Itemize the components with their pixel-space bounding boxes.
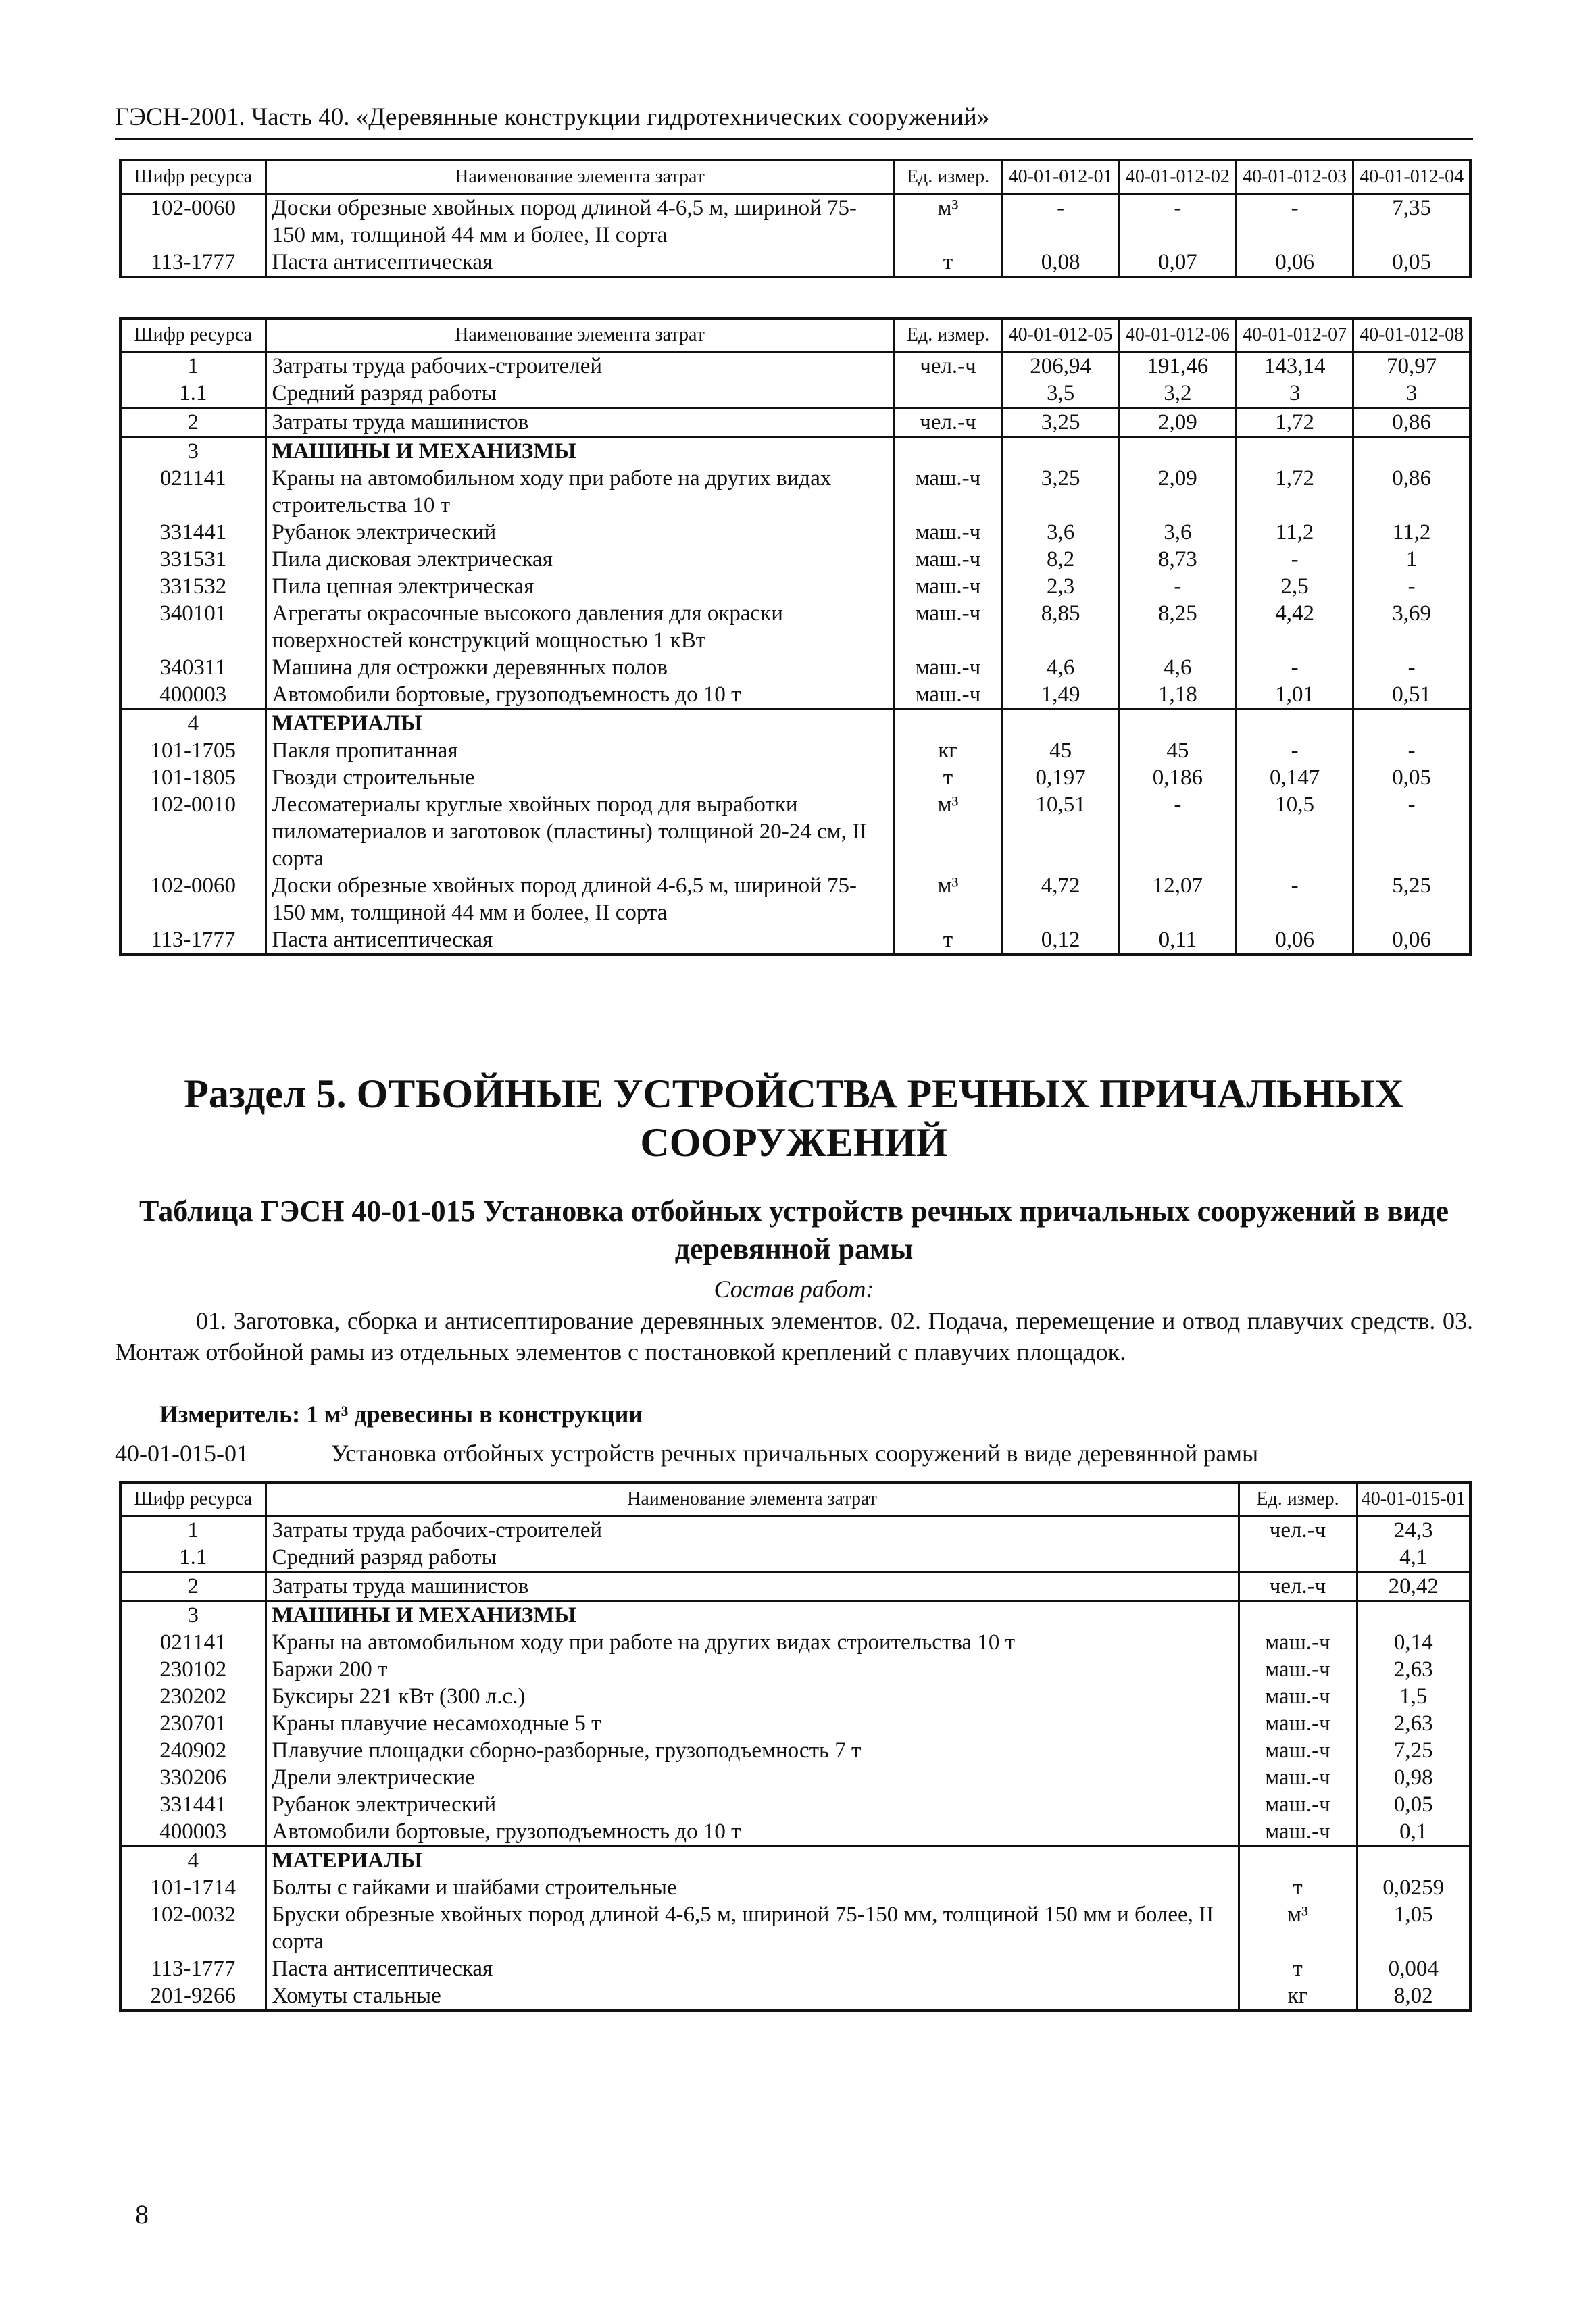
unit-cell: т <box>1239 1955 1357 1982</box>
unit-cell: маш.-ч <box>894 465 1002 519</box>
measure-unit: Измеритель: 1 м³ древесины в конструкции <box>159 1401 643 1428</box>
rate-description: Установка отбойных устройств речных причальных сооружений в виде деревянной рамы <box>331 1440 1259 1467</box>
resource-name-cell: Паста антисептическая <box>266 1955 1239 1982</box>
resource-name-cell: Бруски обрезные хвойных пород длиной 4-6,5 м, шириной 75-150 мм, толщиной 150 мм и более, II сорта <box>266 1901 1239 1955</box>
table-row <box>120 249 1470 277</box>
unit-cell: маш.-ч <box>894 654 1002 681</box>
table-row <box>120 437 1470 466</box>
table-row <box>120 1656 1470 1683</box>
unit-cell <box>894 437 1002 466</box>
unit-cell: т <box>894 926 1002 955</box>
resource-name-cell: Паста антисептическая <box>266 249 894 277</box>
resource-name-cell: Пила дисковая электрическая <box>266 546 894 573</box>
resource-name-cell: Агрегаты окрасочные высокого давления для окраски поверхностей конструкций мощностью 1 кВт <box>266 600 894 654</box>
value-cell: 1,49 <box>1002 681 1119 709</box>
resource-name-cell: Краны на автомобильном ходу при работе на других видах строительства 10 т <box>266 465 894 519</box>
table-row <box>120 1601 1470 1630</box>
unit-cell: маш.-ч <box>1239 1818 1357 1846</box>
col-header-name: Наименование элемента затрат <box>266 160 894 194</box>
resource-code-cell: 021141 <box>120 1629 266 1656</box>
table-row <box>120 654 1470 681</box>
value-cell: 45 <box>1119 737 1236 764</box>
value-cell: 2,09 <box>1119 465 1236 519</box>
unit-cell: маш.-ч <box>894 519 1002 546</box>
resource-name-cell: МАШИНЫ И МЕХАНИЗМЫ <box>266 1601 1239 1630</box>
unit-cell <box>894 380 1002 408</box>
resource-name-cell: Баржи 200 т <box>266 1656 1239 1683</box>
value-cell: 1,18 <box>1119 681 1236 709</box>
value-cell: 20,42 <box>1357 1572 1470 1601</box>
value-cell: 0,004 <box>1357 1955 1470 1982</box>
value-cell: 2,5 <box>1237 573 1353 600</box>
value-cell: 143,14 <box>1237 352 1353 380</box>
value-cell <box>1353 709 1470 738</box>
table-row <box>120 408 1470 437</box>
resource-code-cell: 113-1777 <box>120 1955 266 1982</box>
col-header-rate: 40-01-012-05 <box>1002 318 1119 352</box>
resource-code-cell: 4 <box>120 1846 266 1875</box>
resource-code-cell: 331441 <box>120 519 266 546</box>
value-cell: 0,0259 <box>1357 1874 1470 1901</box>
value-cell <box>1119 709 1236 738</box>
page-number: 8 <box>135 2199 149 2230</box>
table-row <box>120 352 1470 380</box>
value-cell: 0,06 <box>1353 926 1470 955</box>
resource-code-cell: 2 <box>120 408 266 437</box>
value-cell: 0,11 <box>1119 926 1236 955</box>
value-cell: 5,25 <box>1353 872 1470 926</box>
value-cell: 4,1 <box>1357 1544 1470 1572</box>
value-cell: 191,46 <box>1119 352 1236 380</box>
value-cell: 0,98 <box>1357 1764 1470 1791</box>
value-cell: - <box>1353 573 1470 600</box>
value-cell: 7,35 <box>1353 194 1470 249</box>
running-header: ГЭСН-2001. Часть 40. «Деревянные конструкции гидротехнических сооружений» <box>115 101 1473 140</box>
col-header-rate: 40-01-012-06 <box>1119 318 1236 352</box>
value-cell: 0,05 <box>1353 249 1470 277</box>
table-row <box>120 1683 1470 1710</box>
resource-code-cell: 1.1 <box>120 380 266 408</box>
unit-cell: чел.-ч <box>894 352 1002 380</box>
value-cell: 1,01 <box>1237 681 1353 709</box>
value-cell: 3,6 <box>1002 519 1119 546</box>
value-cell: - <box>1353 737 1470 764</box>
value-cell: 0,05 <box>1353 764 1470 791</box>
resource-table-012-05-08 <box>119 317 1472 956</box>
col-header-rate: 40-01-015-01 <box>1357 1482 1470 1516</box>
col-header-rate: 40-01-012-07 <box>1237 318 1353 352</box>
resource-code-cell: 331441 <box>120 1791 266 1818</box>
resource-name-cell: Хомуты стальные <box>266 1982 1239 2011</box>
unit-cell: маш.-ч <box>894 546 1002 573</box>
value-cell: 2,63 <box>1357 1656 1470 1683</box>
unit-cell: кг <box>894 737 1002 764</box>
value-cell: 0,51 <box>1353 681 1470 709</box>
unit-cell: маш.-ч <box>1239 1764 1357 1791</box>
resource-code-cell: 102-0032 <box>120 1901 266 1955</box>
resource-table-015-01 <box>119 1481 1472 2012</box>
value-cell: - <box>1119 194 1236 249</box>
table-row <box>120 194 1470 249</box>
resource-code-cell: 113-1777 <box>120 249 266 277</box>
unit-cell: маш.-ч <box>894 681 1002 709</box>
value-cell: 1,05 <box>1357 1901 1470 1955</box>
col-header-unit: Ед. измер. <box>894 160 1002 194</box>
resource-name-cell: Болты с гайками и шайбами строительные <box>266 1874 1239 1901</box>
resource-name-cell: Доски обрезные хвойных пород длиной 4-6,5 м, шириной 75-150 мм, толщиной 44 мм и более, II сорта <box>266 194 894 249</box>
value-cell: 0,14 <box>1357 1629 1470 1656</box>
table-row <box>120 380 1470 408</box>
value-cell <box>1353 437 1470 466</box>
unit-cell: маш.-ч <box>894 600 1002 654</box>
rate-code: 40-01-015-01 <box>115 1440 249 1467</box>
table-row <box>120 1629 1470 1656</box>
col-header-rate: 40-01-012-02 <box>1119 160 1236 194</box>
table-row <box>120 681 1470 709</box>
value-cell: 3,5 <box>1002 380 1119 408</box>
resource-code-cell: 3 <box>120 437 266 466</box>
value-cell: 3,25 <box>1002 465 1119 519</box>
value-cell: 10,51 <box>1002 791 1119 872</box>
value-cell <box>1357 1846 1470 1875</box>
unit-cell: чел.-ч <box>894 408 1002 437</box>
resource-name-cell: МАШИНЫ И МЕХАНИЗМЫ <box>266 437 894 466</box>
value-cell: 206,94 <box>1002 352 1119 380</box>
value-cell: 4,42 <box>1237 600 1353 654</box>
resource-code-cell: 201-9266 <box>120 1982 266 2011</box>
value-cell: 2,09 <box>1119 408 1236 437</box>
resource-name-cell: МАТЕРИАЛЫ <box>266 1846 1239 1875</box>
value-cell <box>1357 1601 1470 1630</box>
col-header-rate: 40-01-012-01 <box>1002 160 1119 194</box>
unit-cell: маш.-ч <box>1239 1629 1357 1656</box>
value-cell: - <box>1237 737 1353 764</box>
table-row <box>120 1982 1470 2011</box>
value-cell <box>1237 437 1353 466</box>
col-header-code: Шифр ресурса <box>120 160 266 194</box>
table-row <box>120 1846 1470 1875</box>
unit-cell: маш.-ч <box>894 573 1002 600</box>
col-header-unit: Ед. измер. <box>1239 1482 1357 1516</box>
resource-code-cell: 330206 <box>120 1764 266 1791</box>
value-cell: 2,3 <box>1002 573 1119 600</box>
rate-line <box>115 1438 1473 1469</box>
resource-name-cell: Дрели электрические <box>266 1764 1239 1791</box>
resource-name-cell: Средний разряд работы <box>266 1544 1239 1572</box>
resource-name-cell: Автомобили бортовые, грузоподъемность до 10 т <box>266 1818 1239 1846</box>
unit-cell: маш.-ч <box>1239 1656 1357 1683</box>
resource-name-cell: Затраты труда машинистов <box>266 1572 1239 1601</box>
value-cell: 0,1 <box>1357 1818 1470 1846</box>
value-cell: - <box>1237 546 1353 573</box>
resource-code-cell: 113-1777 <box>120 926 266 955</box>
value-cell: - <box>1119 573 1236 600</box>
resource-code-cell: 230102 <box>120 1656 266 1683</box>
table-title: Таблица ГЭСН 40-01-015 Установка отбойных устройств речных причальных сооружений в виде деревянной рамы <box>139 1194 1449 1265</box>
col-header-code: Шифр ресурса <box>120 1482 266 1516</box>
table-row <box>120 926 1470 955</box>
value-cell: 12,07 <box>1119 872 1236 926</box>
table-row <box>120 1737 1470 1764</box>
resource-code-cell: 101-1805 <box>120 764 266 791</box>
value-cell: 4,6 <box>1002 654 1119 681</box>
resource-name-cell: Затраты труда рабочих-строителей <box>266 1516 1239 1544</box>
resource-name-cell: Доски обрезные хвойных пород длиной 4-6,5 м, шириной 75-150 мм, толщиной 44 мм и более, II сорта <box>266 872 894 926</box>
value-cell: 3 <box>1237 380 1353 408</box>
resource-name-cell: Краны плавучие несамоходные 5 т <box>266 1710 1239 1737</box>
value-cell: 10,5 <box>1237 791 1353 872</box>
resource-code-cell: 400003 <box>120 681 266 709</box>
value-cell: 8,73 <box>1119 546 1236 573</box>
table-row <box>120 764 1470 791</box>
unit-cell: м³ <box>894 791 1002 872</box>
work-composition-label: Состав работ: <box>714 1276 874 1303</box>
resource-code-cell: 230202 <box>120 1683 266 1710</box>
value-cell: 0,06 <box>1237 249 1353 277</box>
unit-cell: чел.-ч <box>1239 1572 1357 1601</box>
resource-name-cell: Затраты труда машинистов <box>266 408 894 437</box>
value-cell: - <box>1237 194 1353 249</box>
resource-code-cell: 331531 <box>120 546 266 573</box>
resource-name-cell: Машина для острожки деревянных полов <box>266 654 894 681</box>
resource-name-cell: Автомобили бортовые, грузоподъемность до 10 т <box>266 681 894 709</box>
unit-cell: м³ <box>894 194 1002 249</box>
table-row <box>120 1764 1470 1791</box>
resource-table-012-01-04 <box>119 159 1472 278</box>
unit-cell: м³ <box>1239 1901 1357 1955</box>
value-cell: - <box>1353 654 1470 681</box>
col-header-rate: 40-01-012-03 <box>1237 160 1353 194</box>
resource-code-cell: 3 <box>120 1601 266 1630</box>
unit-cell <box>1239 1544 1357 1572</box>
value-cell: 1,5 <box>1357 1683 1470 1710</box>
value-cell: 8,85 <box>1002 600 1119 654</box>
unit-cell: т <box>894 764 1002 791</box>
col-header-code: Шифр ресурса <box>120 318 266 352</box>
value-cell: 3 <box>1353 380 1470 408</box>
value-cell: 11,2 <box>1237 519 1353 546</box>
value-cell: 0,86 <box>1353 465 1470 519</box>
value-cell: 0,07 <box>1119 249 1236 277</box>
unit-cell: чел.-ч <box>1239 1516 1357 1544</box>
resource-name-cell: Гвозди строительные <box>266 764 894 791</box>
table-row <box>120 1572 1470 1601</box>
value-cell: - <box>1237 654 1353 681</box>
value-cell: - <box>1119 791 1236 872</box>
unit-cell: т <box>1239 1874 1357 1901</box>
unit-cell: кг <box>1239 1982 1357 2011</box>
col-header-rate: 40-01-012-08 <box>1353 318 1470 352</box>
value-cell <box>1237 709 1353 738</box>
resource-code-cell: 101-1705 <box>120 737 266 764</box>
resource-name-cell: Затраты труда рабочих-строителей <box>266 352 894 380</box>
resource-code-cell: 102-0060 <box>120 194 266 249</box>
value-cell: 0,12 <box>1002 926 1119 955</box>
resource-name-cell: Краны на автомобильном ходу при работе на других видах строительства 10 т <box>266 1629 1239 1656</box>
value-cell: 1,72 <box>1237 408 1353 437</box>
resource-name-cell: Пакля пропитанная <box>266 737 894 764</box>
resource-name-cell: Паста антисептическая <box>266 926 894 955</box>
unit-cell: маш.-ч <box>1239 1737 1357 1764</box>
table-row <box>120 791 1470 872</box>
value-cell: 1 <box>1353 546 1470 573</box>
unit-cell: маш.-ч <box>1239 1710 1357 1737</box>
value-cell: 3,25 <box>1002 408 1119 437</box>
table-row <box>120 465 1470 519</box>
table-row <box>120 600 1470 654</box>
value-cell: 0,05 <box>1357 1791 1470 1818</box>
value-cell: 2,63 <box>1357 1710 1470 1737</box>
value-cell: 0,186 <box>1119 764 1236 791</box>
table-row <box>120 709 1470 738</box>
table-row <box>120 1516 1470 1544</box>
resource-code-cell: 400003 <box>120 1818 266 1846</box>
resource-code-cell: 230701 <box>120 1710 266 1737</box>
value-cell: 3,6 <box>1119 519 1236 546</box>
table-row <box>120 573 1470 600</box>
resource-code-cell: 101-1714 <box>120 1874 266 1901</box>
value-cell: 3,69 <box>1353 600 1470 654</box>
col-header-rate: 40-01-012-04 <box>1353 160 1470 194</box>
value-cell: 0,08 <box>1002 249 1119 277</box>
resource-code-cell: 1.1 <box>120 1544 266 1572</box>
resource-name-cell: Средний разряд работы <box>266 380 894 408</box>
value-cell: 0,147 <box>1237 764 1353 791</box>
resource-code-cell: 2 <box>120 1572 266 1601</box>
resource-name-cell: Рубанок электрический <box>266 519 894 546</box>
value-cell: 8,2 <box>1002 546 1119 573</box>
resource-code-cell: 240902 <box>120 1737 266 1764</box>
value-cell: - <box>1237 872 1353 926</box>
resource-name-cell: Лесоматериалы круглые хвойных пород для выработки пиломатериалов и заготовок (пластины) толщиной 20-24 см, II сорта <box>266 791 894 872</box>
unit-cell: т <box>894 249 1002 277</box>
value-cell: 4,72 <box>1002 872 1119 926</box>
value-cell: 0,86 <box>1353 408 1470 437</box>
resource-code-cell: 102-0060 <box>120 872 266 926</box>
resource-code-cell: 340101 <box>120 600 266 654</box>
table-row <box>120 546 1470 573</box>
table-row <box>120 1544 1470 1572</box>
col-header-name: Наименование элемента затрат <box>266 318 894 352</box>
section-title: Раздел 5. ОТБОЙНЫЕ УСТРОЙСТВА РЕЧНЫХ ПРИЧАЛЬНЫХ СООРУЖЕНИЙ <box>184 1072 1404 1165</box>
value-cell: 45 <box>1002 737 1119 764</box>
value-cell: - <box>1353 791 1470 872</box>
resource-code-cell: 021141 <box>120 465 266 519</box>
resource-name-cell: Пила цепная электрическая <box>266 573 894 600</box>
value-cell: 7,25 <box>1357 1737 1470 1764</box>
value-cell: 8,02 <box>1357 1982 1470 2011</box>
value-cell: 70,97 <box>1353 352 1470 380</box>
table-row <box>120 1818 1470 1846</box>
value-cell: 0,06 <box>1237 926 1353 955</box>
col-header-unit: Ед. измер. <box>894 318 1002 352</box>
table-row <box>120 737 1470 764</box>
value-cell <box>1002 437 1119 466</box>
value-cell: 8,25 <box>1119 600 1236 654</box>
table-row <box>120 872 1470 926</box>
value-cell: 0,197 <box>1002 764 1119 791</box>
unit-cell: маш.-ч <box>1239 1683 1357 1710</box>
table-row <box>120 1710 1470 1737</box>
value-cell: 11,2 <box>1353 519 1470 546</box>
unit-cell <box>1239 1846 1357 1875</box>
resource-code-cell: 1 <box>120 1516 266 1544</box>
unit-cell <box>894 709 1002 738</box>
table-row <box>120 1874 1470 1901</box>
table-row <box>120 519 1470 546</box>
unit-cell: маш.-ч <box>1239 1791 1357 1818</box>
resource-code-cell: 331532 <box>120 573 266 600</box>
table-row <box>120 1791 1470 1818</box>
col-header-name: Наименование элемента затрат <box>266 1482 1239 1516</box>
resource-code-cell: 102-0010 <box>120 791 266 872</box>
resource-code-cell: 340311 <box>120 654 266 681</box>
unit-cell <box>1239 1601 1357 1630</box>
value-cell <box>1002 709 1119 738</box>
resource-name-cell: Рубанок электрический <box>266 1791 1239 1818</box>
value-cell <box>1119 437 1236 466</box>
resource-code-cell: 4 <box>120 709 266 738</box>
resource-name-cell: Буксиры 221 кВт (300 л.с.) <box>266 1683 1239 1710</box>
table-row <box>120 1955 1470 1982</box>
unit-cell: м³ <box>894 872 1002 926</box>
resource-name-cell: Плавучие площадки сборно-разборные, грузоподъемность 7 т <box>266 1737 1239 1764</box>
table-row <box>120 1901 1470 1955</box>
resource-name-cell: МАТЕРИАЛЫ <box>266 709 894 738</box>
value-cell: - <box>1002 194 1119 249</box>
value-cell: 24,3 <box>1357 1516 1470 1544</box>
work-composition-text: 01. Заготовка, сборка и антисептирование деревянных элементов. 02. Подача, перемещение и отвод плавучих средств. 03. Монтаж отбойной рамы из отдельных элементов с постановкой креплений с плавучих площадок. <box>115 1307 1473 1365</box>
value-cell: 4,6 <box>1119 654 1236 681</box>
value-cell: 1,72 <box>1237 465 1353 519</box>
value-cell: 3,2 <box>1119 380 1236 408</box>
resource-code-cell: 1 <box>120 352 266 380</box>
